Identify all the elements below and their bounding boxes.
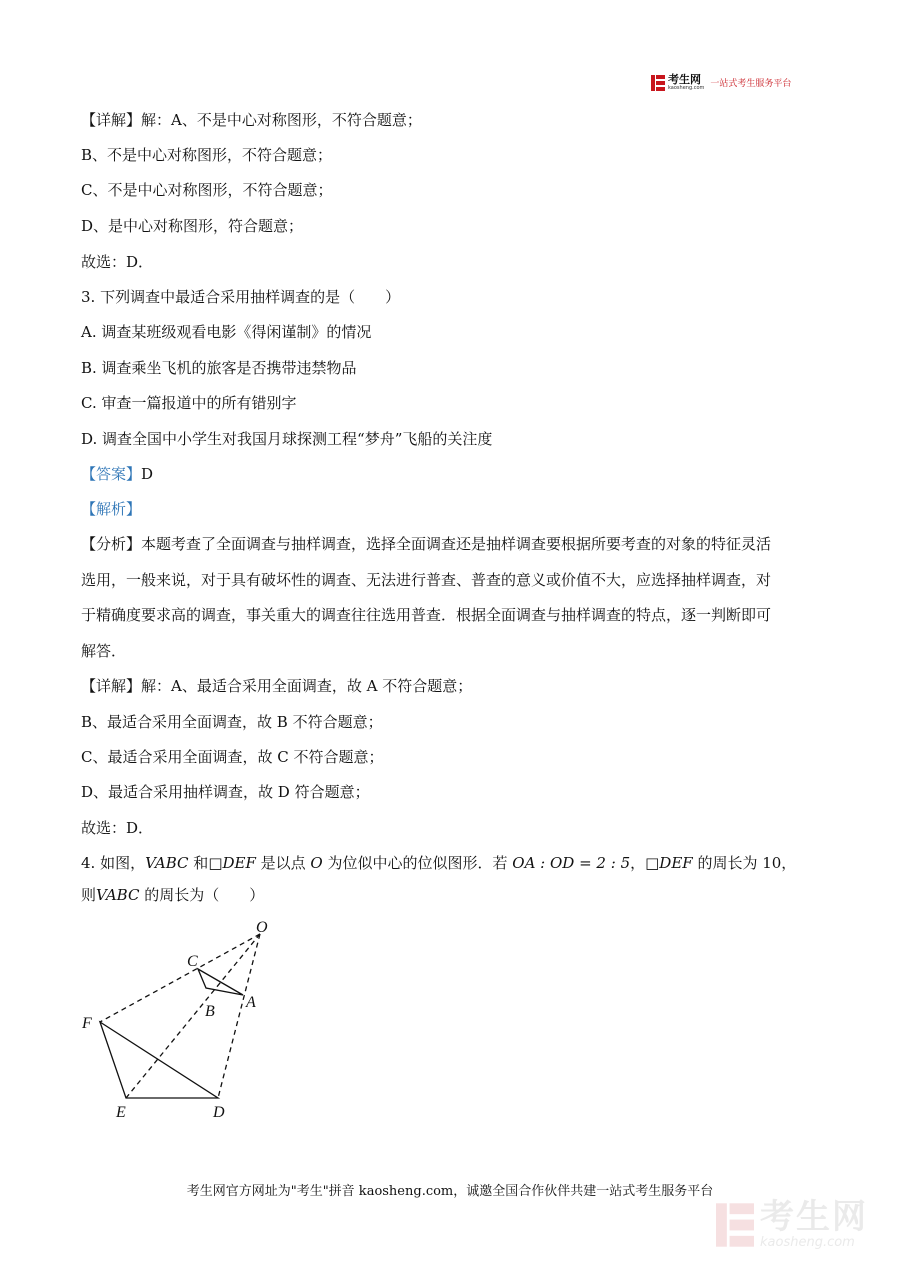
q3-detail-b: B、最适合采用全面调查，故 B 不符合题意； bbox=[81, 713, 383, 731]
triangle-def bbox=[100, 1022, 218, 1098]
prev-detail-tag: 【详解】 bbox=[81, 111, 142, 129]
q4-text: 则 bbox=[81, 886, 97, 904]
kaosheng-logo-icon bbox=[651, 75, 665, 91]
q3-detail-c: C、最适合采用全面调查，故 C 不符合题意； bbox=[81, 748, 384, 766]
q3-analysis-l2: 选用，一般来说，对于具有破坏性的调查、无法进行普查、普查的意义或价值不大，应选择抽样调查，对 bbox=[81, 571, 772, 589]
q3-option-c: C. 审查一篇报道中的所有错别字 bbox=[81, 394, 297, 412]
label-e: E bbox=[116, 1104, 126, 1121]
page-footer: 考生网官方网址为"考生"拼音 kaosheng.com，诚邀全国合作伙伴共建一站式考生服务平台 bbox=[186, 1184, 714, 1199]
q4-ratio: OA : OD = 2 : 5 bbox=[512, 854, 631, 872]
label-b: B bbox=[205, 1003, 215, 1020]
q4-text: 为位似中心的位似图形．若 bbox=[322, 854, 513, 872]
q4-text: 和 bbox=[188, 854, 209, 872]
q3-detail-line-a bbox=[81, 676, 821, 696]
q4-triangle-def: □DEF bbox=[208, 854, 256, 872]
ray-od bbox=[218, 934, 260, 1098]
label-f: F bbox=[82, 1015, 92, 1032]
q4-text: 是以点 bbox=[255, 854, 311, 872]
header-brand-cn: 考生网 bbox=[668, 73, 701, 86]
q4-text: 4. 如图， bbox=[81, 854, 146, 872]
watermark-text bbox=[760, 1197, 868, 1250]
q4-point-o: O bbox=[310, 854, 323, 872]
homothety-diagram bbox=[70, 912, 290, 1122]
q3-option-a: A. 调查某班级观看电影《得闲谨制》的情况 bbox=[81, 323, 372, 341]
q3-option-d: D. 调查全国中小学生对我国月球探测工程“梦舟”飞船的关注度 bbox=[81, 430, 493, 448]
header-brand-en: kaosheng.com bbox=[668, 85, 705, 91]
q4-triangle-abc: VABC bbox=[96, 886, 140, 904]
q3-conclusion: 故选：D． bbox=[81, 819, 154, 837]
q4-triangle-abc: VABC bbox=[145, 854, 189, 872]
q3-answer-tag: 【答案】 bbox=[81, 465, 142, 483]
prev-detail-line-a bbox=[81, 110, 821, 130]
q3-detail-a: 解：A、最适合采用全面调查，故 A 不符合题意； bbox=[141, 677, 473, 695]
watermark-cn: 考生网 bbox=[760, 1197, 868, 1237]
q3-analysis-l3: 于精确度要求高的调查，事关重大的调查往往选用普查．根据全面调查与抽样调查的特点，逐一判断即可 bbox=[81, 606, 772, 624]
q3-analysis-line-1 bbox=[81, 534, 821, 554]
q3-analysis-l4: 解答． bbox=[81, 642, 127, 660]
q3-answer bbox=[81, 464, 821, 484]
q3-detail-tag: 【详解】 bbox=[81, 677, 142, 695]
prev-conclusion: 故选：D． bbox=[81, 253, 154, 271]
q4-text: 的周长为（ ） bbox=[139, 886, 265, 904]
q3-analysis-l1: 本题考查了全面调查与抽样调查，选择全面调查还是抽样调查要根据所要考查的对象的特征灵活 bbox=[141, 535, 772, 553]
prev-detail-a: 解：A、不是中心对称图形，不符合题意； bbox=[141, 111, 422, 129]
label-d: D bbox=[213, 1104, 225, 1121]
header-logo bbox=[651, 74, 791, 91]
q4-figure bbox=[70, 912, 290, 1122]
q3-detail-d: D、最适合采用抽样调查，故 D 符合题意； bbox=[81, 783, 370, 801]
q3-analysis-label: 【分析】 bbox=[81, 535, 142, 553]
prev-detail-c: C、不是中心对称图形，不符合题意； bbox=[81, 181, 333, 199]
label-c: C bbox=[187, 953, 198, 970]
label-o: O bbox=[256, 919, 268, 936]
q4-stem-line-2 bbox=[81, 885, 821, 905]
q3-option-b: B. 调查乘坐飞机的旅客是否携带违禁物品 bbox=[81, 359, 357, 377]
q3-answer-value: D bbox=[141, 465, 154, 483]
header-brand bbox=[668, 74, 704, 91]
prev-detail-d: D、是中心对称图形，符合题意； bbox=[81, 217, 304, 235]
q4-text: ， bbox=[630, 854, 646, 872]
kaosheng-watermark-icon bbox=[716, 1201, 754, 1249]
q3-stem: 3. 下列调查中最适合采用抽样调查的是（ ） bbox=[81, 288, 401, 306]
watermark-logo bbox=[716, 1197, 868, 1250]
q4-triangle-def: □DEF bbox=[645, 854, 693, 872]
prev-detail-b: B、不是中心对称图形，不符合题意； bbox=[81, 146, 333, 164]
triangle-abc bbox=[198, 969, 243, 995]
watermark-en: kaosheng.com bbox=[760, 1235, 855, 1250]
ray-of bbox=[100, 934, 260, 1022]
header-slogan: 一站式考生服务平台 bbox=[710, 79, 792, 89]
q3-analysis-tag: 【解析】 bbox=[81, 500, 142, 518]
q4-text: 的周长为 10， bbox=[692, 854, 797, 872]
label-a: A bbox=[246, 994, 256, 1011]
q4-stem-line-1 bbox=[81, 853, 821, 873]
